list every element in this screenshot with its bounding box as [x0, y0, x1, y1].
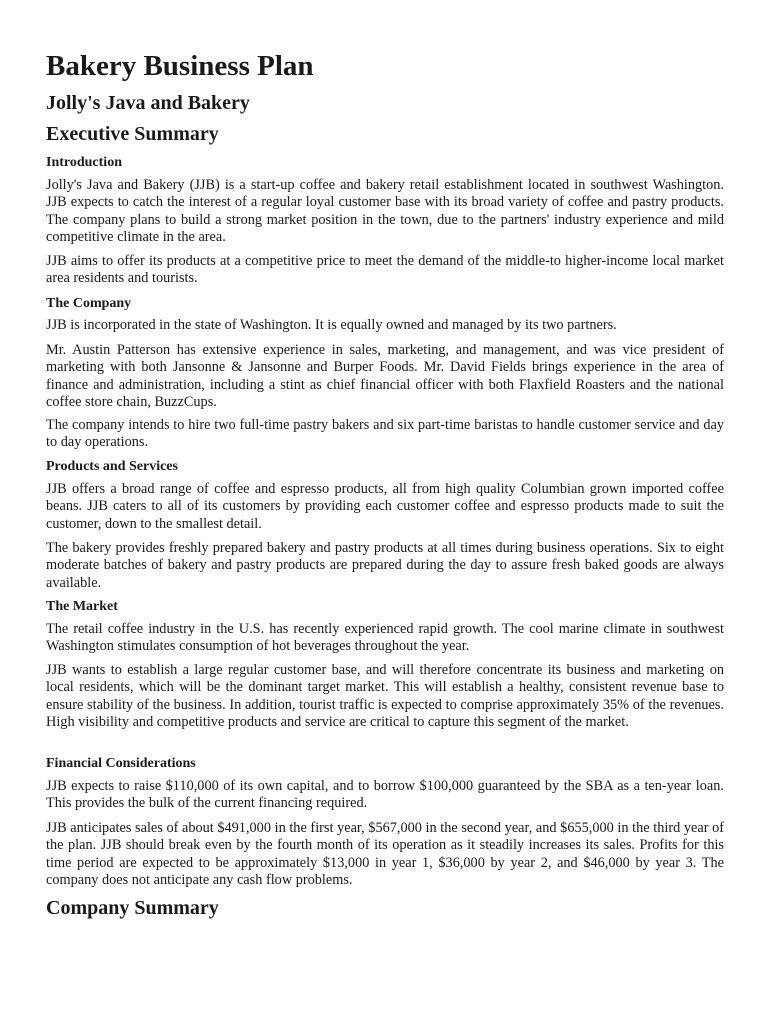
company-summary-heading: Company Summary	[46, 897, 219, 919]
products-heading: Products and Services	[46, 459, 178, 474]
executive-summary-heading: Executive Summary	[46, 123, 219, 145]
company-paragraph-2: Mr. Austin Patterson has extensive experience in sales, marketing, and management, and was vice president of marketing with both Jansonne & Jansonne and Burper Foods. Mr. David Fields brings experience in the area of finance and administration, including a stint as chief financial officer with both Flaxfield Roasters and the national coffee store chain, BuzzCups.	[46, 342, 724, 411]
company-paragraph-3: The company intends to hire two full-time pastry bakers and six part-time baristas to handle customer service and day to day operations.	[46, 417, 724, 451]
financial-paragraph-2: JJB anticipates sales of about $491,000 in the first year, $567,000 in the second year, and $655,000 in the third year of the plan. JJB should break even by the fourth month of its operation as it steadily increases its sales. Profits for this time period are expected to be approximately $13,000 in year 1, $36,000 by year 2, and $46,000 by year 3. The company does not anticipate any cash flow problems.	[46, 820, 724, 889]
products-paragraph-1: JJB offers a broad range of coffee and espresso products, all from high quality Columbian grown imported coffee beans. JJB caters to all of its customers by providing each customer coffee and espresso products made to suit the customer, down to the smallest detail.	[46, 481, 724, 532]
company-name-heading: Jolly's Java and Bakery	[46, 92, 250, 114]
products-paragraph-2: The bakery provides freshly prepared bakery and pastry products at all times during business operations. Six to eight moderate batches of bakery and pastry products are prepared during the day to assure fresh baked goods are always available.	[46, 540, 724, 591]
market-paragraph-1: The retail coffee industry in the U.S. has recently experienced rapid growth. The cool marine climate in southwest Washington stimulates consumption of hot beverages throughout the year.	[46, 621, 724, 655]
introduction-paragraph-2: JJB aims to offer its products at a competitive price to meet the demand of the middle-to higher-income local market area residents and tourists.	[46, 253, 724, 287]
company-heading: The Company	[46, 296, 132, 311]
market-paragraph-2: JJB wants to establish a large regular customer base, and will therefore concentrate its business and marketing on local residents, which will be the dominant target market. This will establish a healthy, consistent revenue base to ensure stability of the business. In addition, tourist traffic is expected to comprise approximately 35% of the revenues. High visibility and competitive products and service are critical to capture this segment of the market.	[46, 662, 724, 731]
introduction-heading: Introduction	[46, 155, 122, 170]
document-title: Bakery Business Plan	[46, 50, 314, 82]
introduction-paragraph-1: Jolly's Java and Bakery (JJB) is a start-up coffee and bakery retail establishment located in southwest Washington. JJB expects to catch the interest of a regular loyal customer base with its broad variety of coffee and pastry products. The company plans to build a strong market position in the town, due to the partners' industry experience and mild competitive climate in the area.	[46, 177, 724, 246]
market-heading: The Market	[46, 599, 118, 614]
company-paragraph-1: JJB is incorporated in the state of Washington. It is equally owned and managed by its two partners.	[46, 317, 617, 333]
financial-heading: Financial Considerations	[46, 756, 196, 771]
financial-paragraph-1: JJB expects to raise $110,000 of its own capital, and to borrow $100,000 guaranteed by the SBA as a ten-year loan. This provides the bulk of the current financing required.	[46, 778, 724, 812]
